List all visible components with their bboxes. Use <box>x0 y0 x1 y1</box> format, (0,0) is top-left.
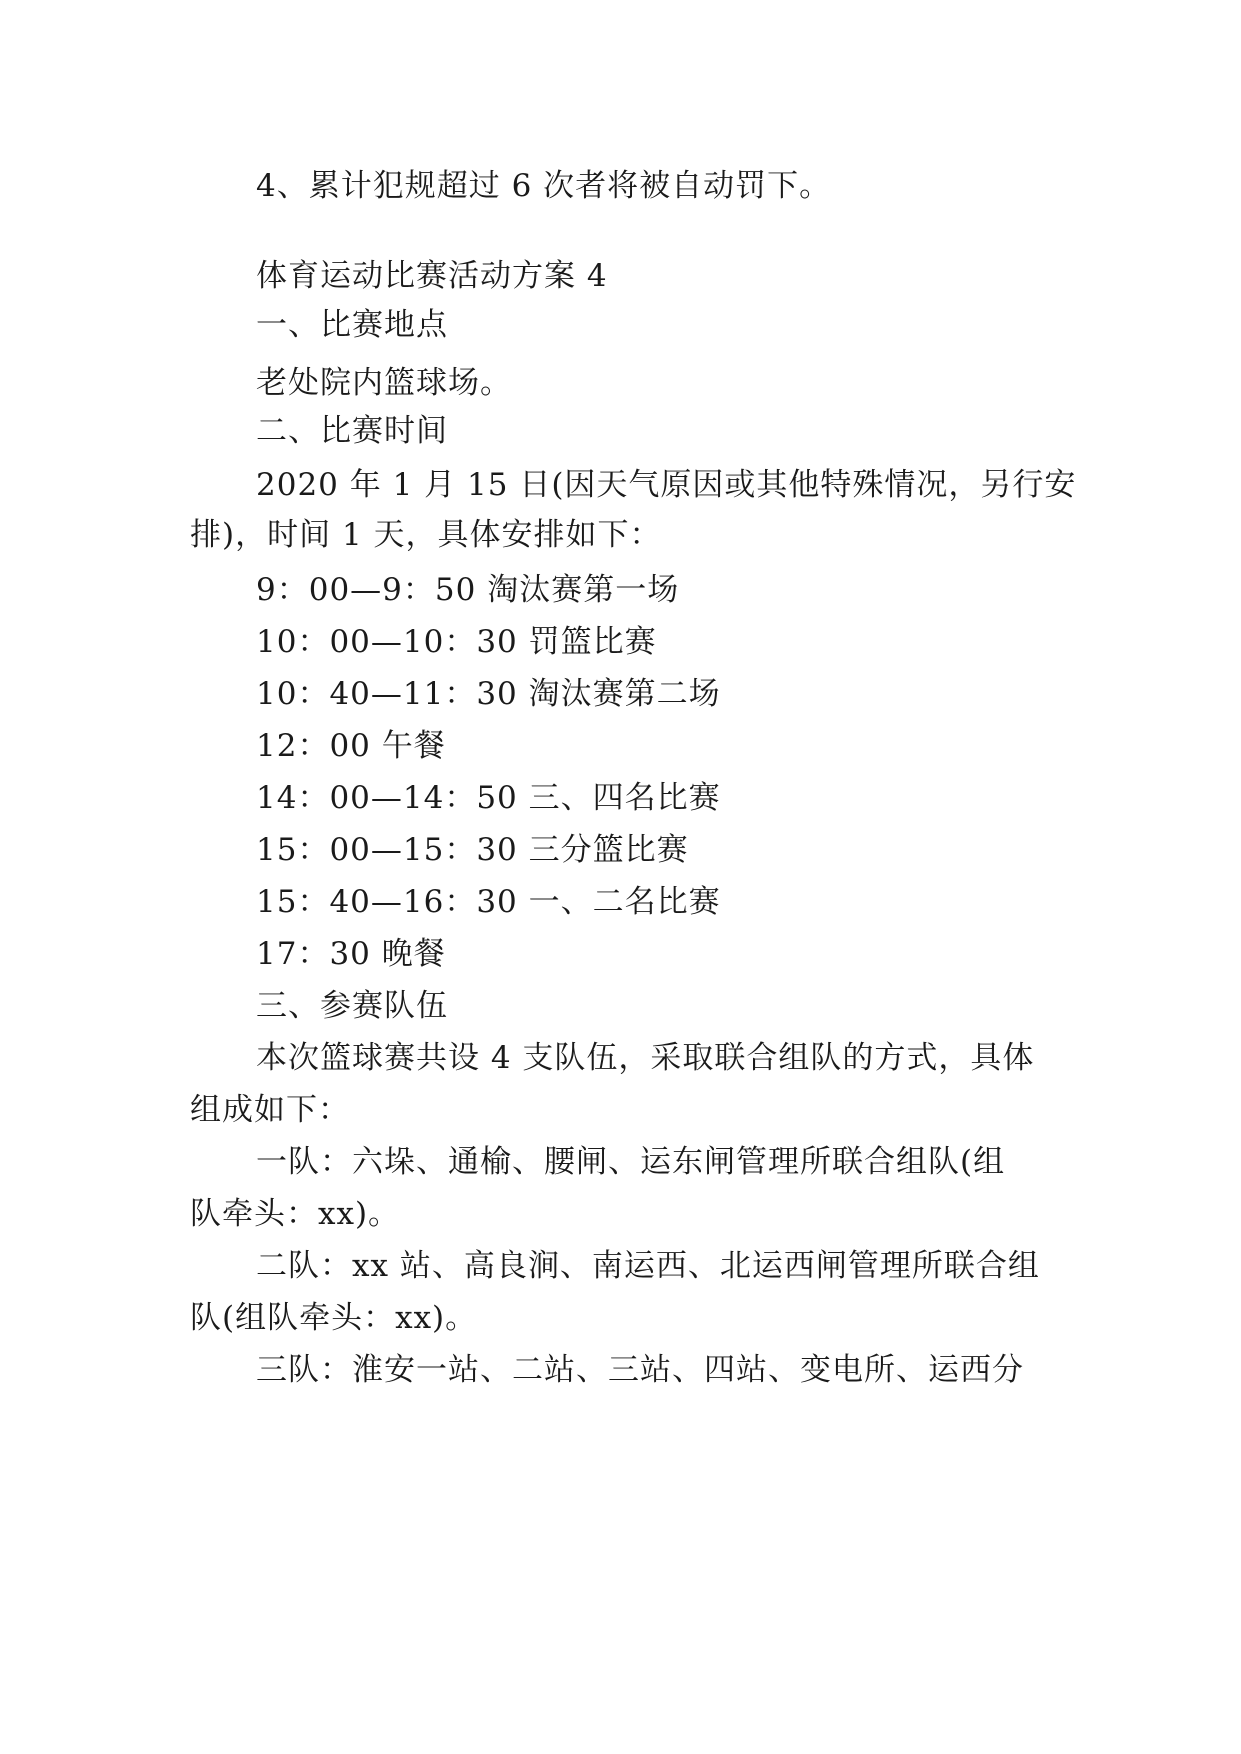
team3-line1: 三队：淮安一站、二站、三站、四站、变电所、运西分 <box>256 1352 1024 1388</box>
venue-text: 老处院内篮球场。 <box>256 365 512 401</box>
schedule-item: 9：00—9：50 淘汰赛第一场 <box>256 572 680 608</box>
teams-text-line2: 组成如下： <box>190 1092 350 1128</box>
team1-line1: 一队：六垛、通榆、腰闸、运东闸管理所联合组队(组 <box>256 1144 1006 1180</box>
team1-line2: 队牵头：xx)。 <box>190 1196 401 1232</box>
team2-line1: 二队：xx 站、高良涧、南运西、北运西闸管理所联合组 <box>256 1248 1040 1284</box>
section-heading: 体育运动比赛活动方案 4 <box>256 258 608 294</box>
team2-line2: 队(组队牵头：xx)。 <box>190 1300 478 1336</box>
time-title: 二、比赛时间 <box>256 413 448 449</box>
schedule-item: 12：00 午餐 <box>256 728 446 764</box>
teams-text-line1: 本次篮球赛共设 4 支队伍，采取联合组队的方式，具体 <box>256 1040 1035 1076</box>
rule-item-4: 4、累计犯规超过 6 次者将被自动罚下。 <box>256 168 832 204</box>
venue-title: 一、比赛地点 <box>256 307 448 343</box>
teams-title: 三、参赛队伍 <box>256 988 448 1024</box>
schedule-item: 10：00—10：30 罚篮比赛 <box>256 624 657 660</box>
schedule-item: 14：00—14：50 三、四名比赛 <box>256 780 721 816</box>
time-text-line2: 排)，时间 1 天，具体安排如下： <box>190 517 662 553</box>
time-text-line1: 2020 年 1 月 15 日(因天气原因或其他特殊情况，另行安 <box>256 467 1077 503</box>
schedule-item: 10：40—11：30 淘汰赛第二场 <box>256 676 721 712</box>
schedule-item: 15：40—16：30 一、二名比赛 <box>256 884 721 920</box>
schedule-item: 15：00—15：30 三分篮比赛 <box>256 832 689 868</box>
schedule-item: 17：30 晚餐 <box>256 936 446 972</box>
